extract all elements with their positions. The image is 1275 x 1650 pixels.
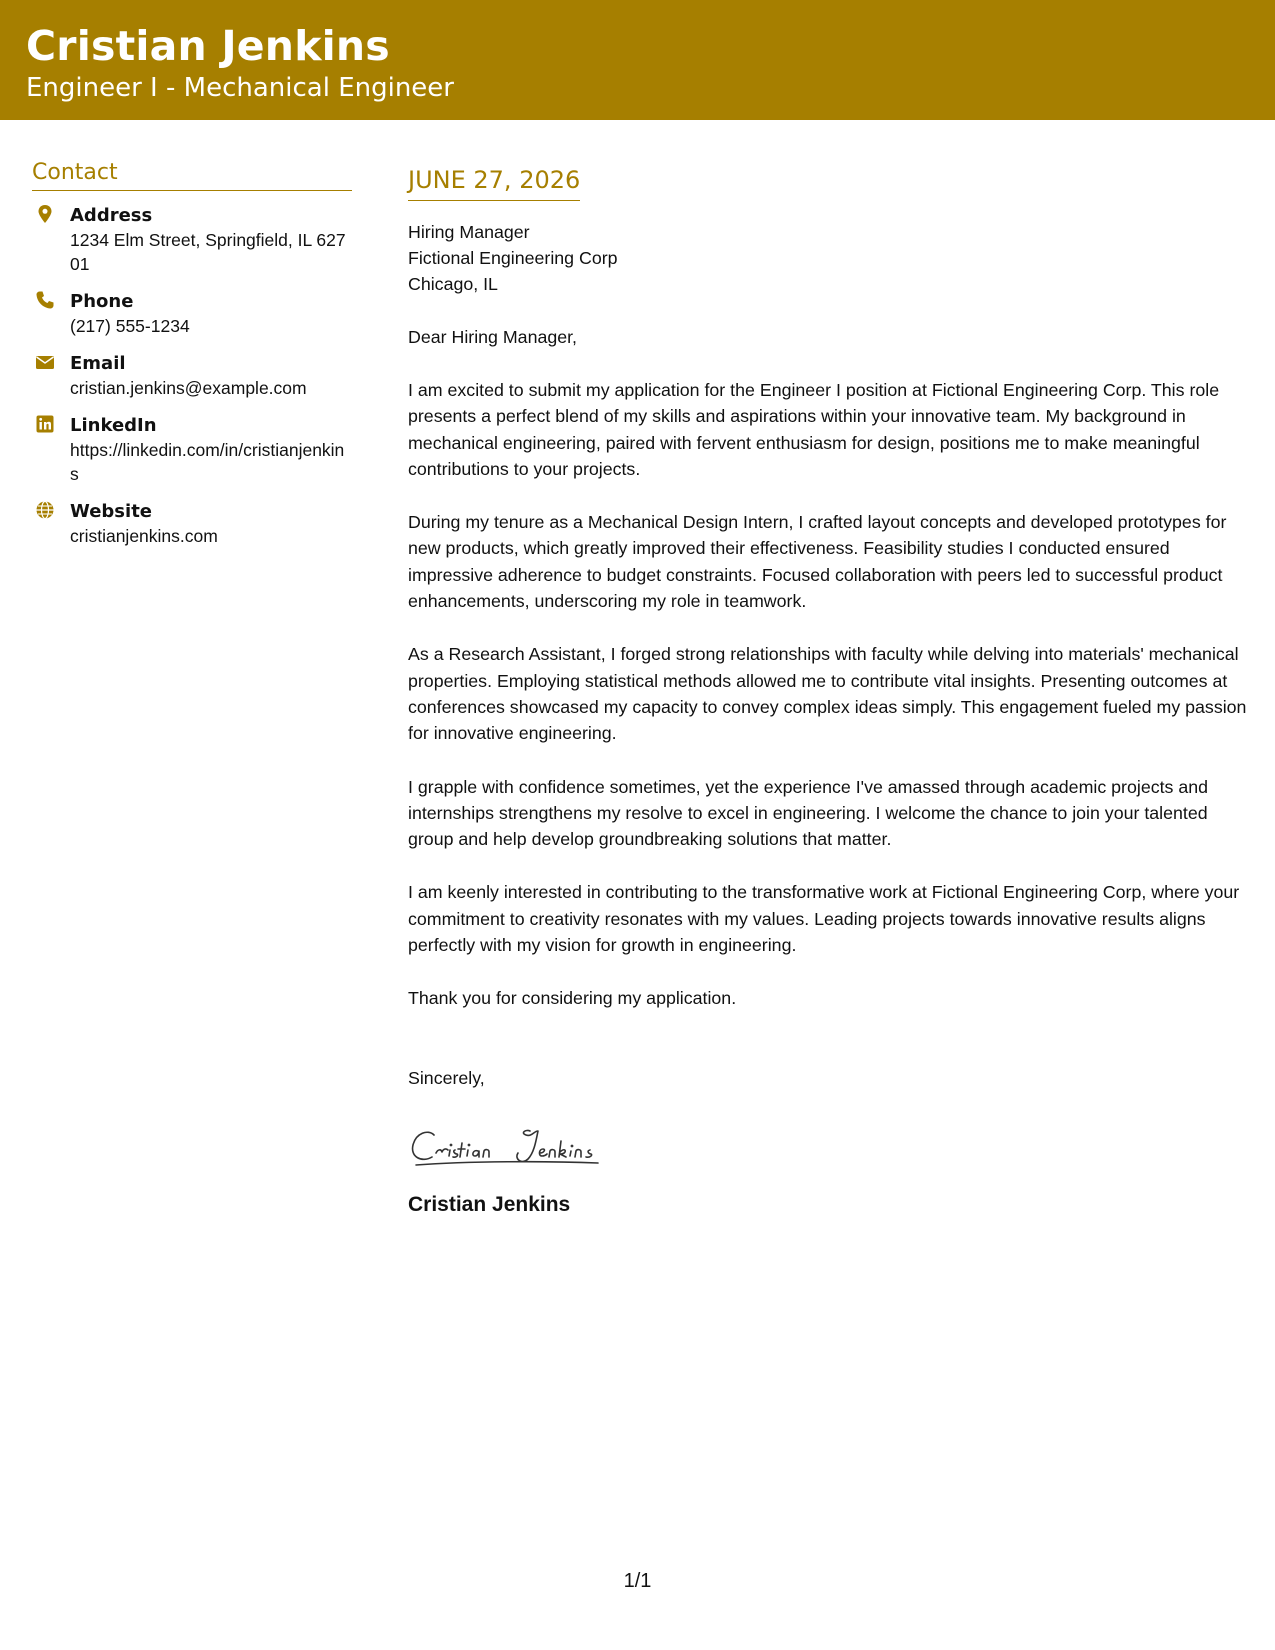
applicant-role: Engineer I - Mechanical Engineer: [26, 73, 454, 103]
contact-email: [32, 352, 352, 400]
envelope-icon: [35, 352, 55, 372]
contact-value: cristian.jenkins@example.com: [70, 378, 307, 398]
letter-paragraph: I am excited to submit my application for the Engineer I position at Fictional Engineering Corp. This role presents a perfect blend of my skills and aspirations within your innovative team. My background in mechanical engineering, paired with fervent enthusiasm for design, positions me to make meaningful contributions to your projects.: [408, 380, 1220, 479]
contact-section-title: Contact: [32, 160, 352, 191]
contact-label: LinkedIn: [70, 415, 157, 436]
contact-label: Phone: [70, 291, 134, 312]
map-pin-icon: [35, 204, 55, 224]
signer-name: Cristian Jenkins: [408, 1192, 571, 1216]
applicant-name: Cristian Jenkins: [26, 22, 390, 70]
letter-paragraph: I grapple with confidence sometimes, yet the experience I've amassed through academic projects and internships strengthens my resolve to excel in engineering. I welcome the chance to join your talented group and help develop groundbreaking solutions that matter.: [408, 776, 1209, 850]
recipient-line: Hiring Manager: [408, 222, 530, 242]
letter-paragraph: As a Research Assistant, I forged strong relationships with faculty while delving into materials' mechanical properties. Employing statistical methods allowed me to contribute vital insights. Presenting outcomes at conferences showcased my capacity to convey complex ideas simply. This engagement fueled my passion for innovative engineering.: [408, 644, 1247, 744]
letter-paragraph: During my tenure as a Mechanical Design Intern, I crafted layout concepts and developed prototypes for new products, which greatly improved their effectiveness. Feasibility studies I conducted ensured impressive adherence to budget constraints. Focused collaboration with peers led to successful product enhancements, underscoring my role in teamwork.: [408, 512, 1227, 612]
contact-address: [32, 204, 352, 276]
linkedin-icon: [35, 414, 55, 434]
letter-date: JUNE 27, 2026: [408, 166, 580, 201]
recipient-block: [408, 219, 1253, 297]
contact-sidebar: [32, 160, 352, 562]
letter-body: [408, 166, 1253, 1217]
contact-label: Address: [70, 205, 153, 226]
contact-phone: [32, 290, 352, 338]
contact-link[interactable]: cristianjenkins.com: [70, 526, 218, 546]
recipient-line: Chicago, IL: [408, 274, 498, 294]
globe-icon: [35, 500, 55, 520]
contact-link[interactable]: https://linkedin.com/in/cristianjenkins: [70, 440, 345, 484]
page-number: 1/1: [623, 1570, 652, 1592]
phone-icon: [35, 290, 55, 310]
contact-value: 1234 Elm Street, Springfield, IL 62701: [70, 230, 346, 274]
salutation: Dear Hiring Manager,: [408, 327, 577, 347]
handwritten-signature: [408, 1121, 1253, 1173]
closing: Sincerely,: [408, 1067, 485, 1088]
contact-website: [32, 500, 352, 548]
contact-label: Email: [70, 353, 126, 374]
contact-value: (217) 555-1234: [70, 316, 190, 336]
letter-paragraph: I am keenly interested in contributing to the transformative work at Fictional Engineering Corp, where your commitment to creativity resonates with my values. Leading projects towards innovative results aligns perfectly with my vision for growth in engineering.: [408, 882, 1240, 956]
header-banner: [0, 0, 1275, 120]
contact-linkedin: [32, 414, 352, 486]
contact-label: Website: [70, 501, 153, 522]
letter-paragraph: Thank you for considering my application.: [408, 988, 737, 1009]
recipient-line: Fictional Engineering Corp: [408, 248, 618, 268]
